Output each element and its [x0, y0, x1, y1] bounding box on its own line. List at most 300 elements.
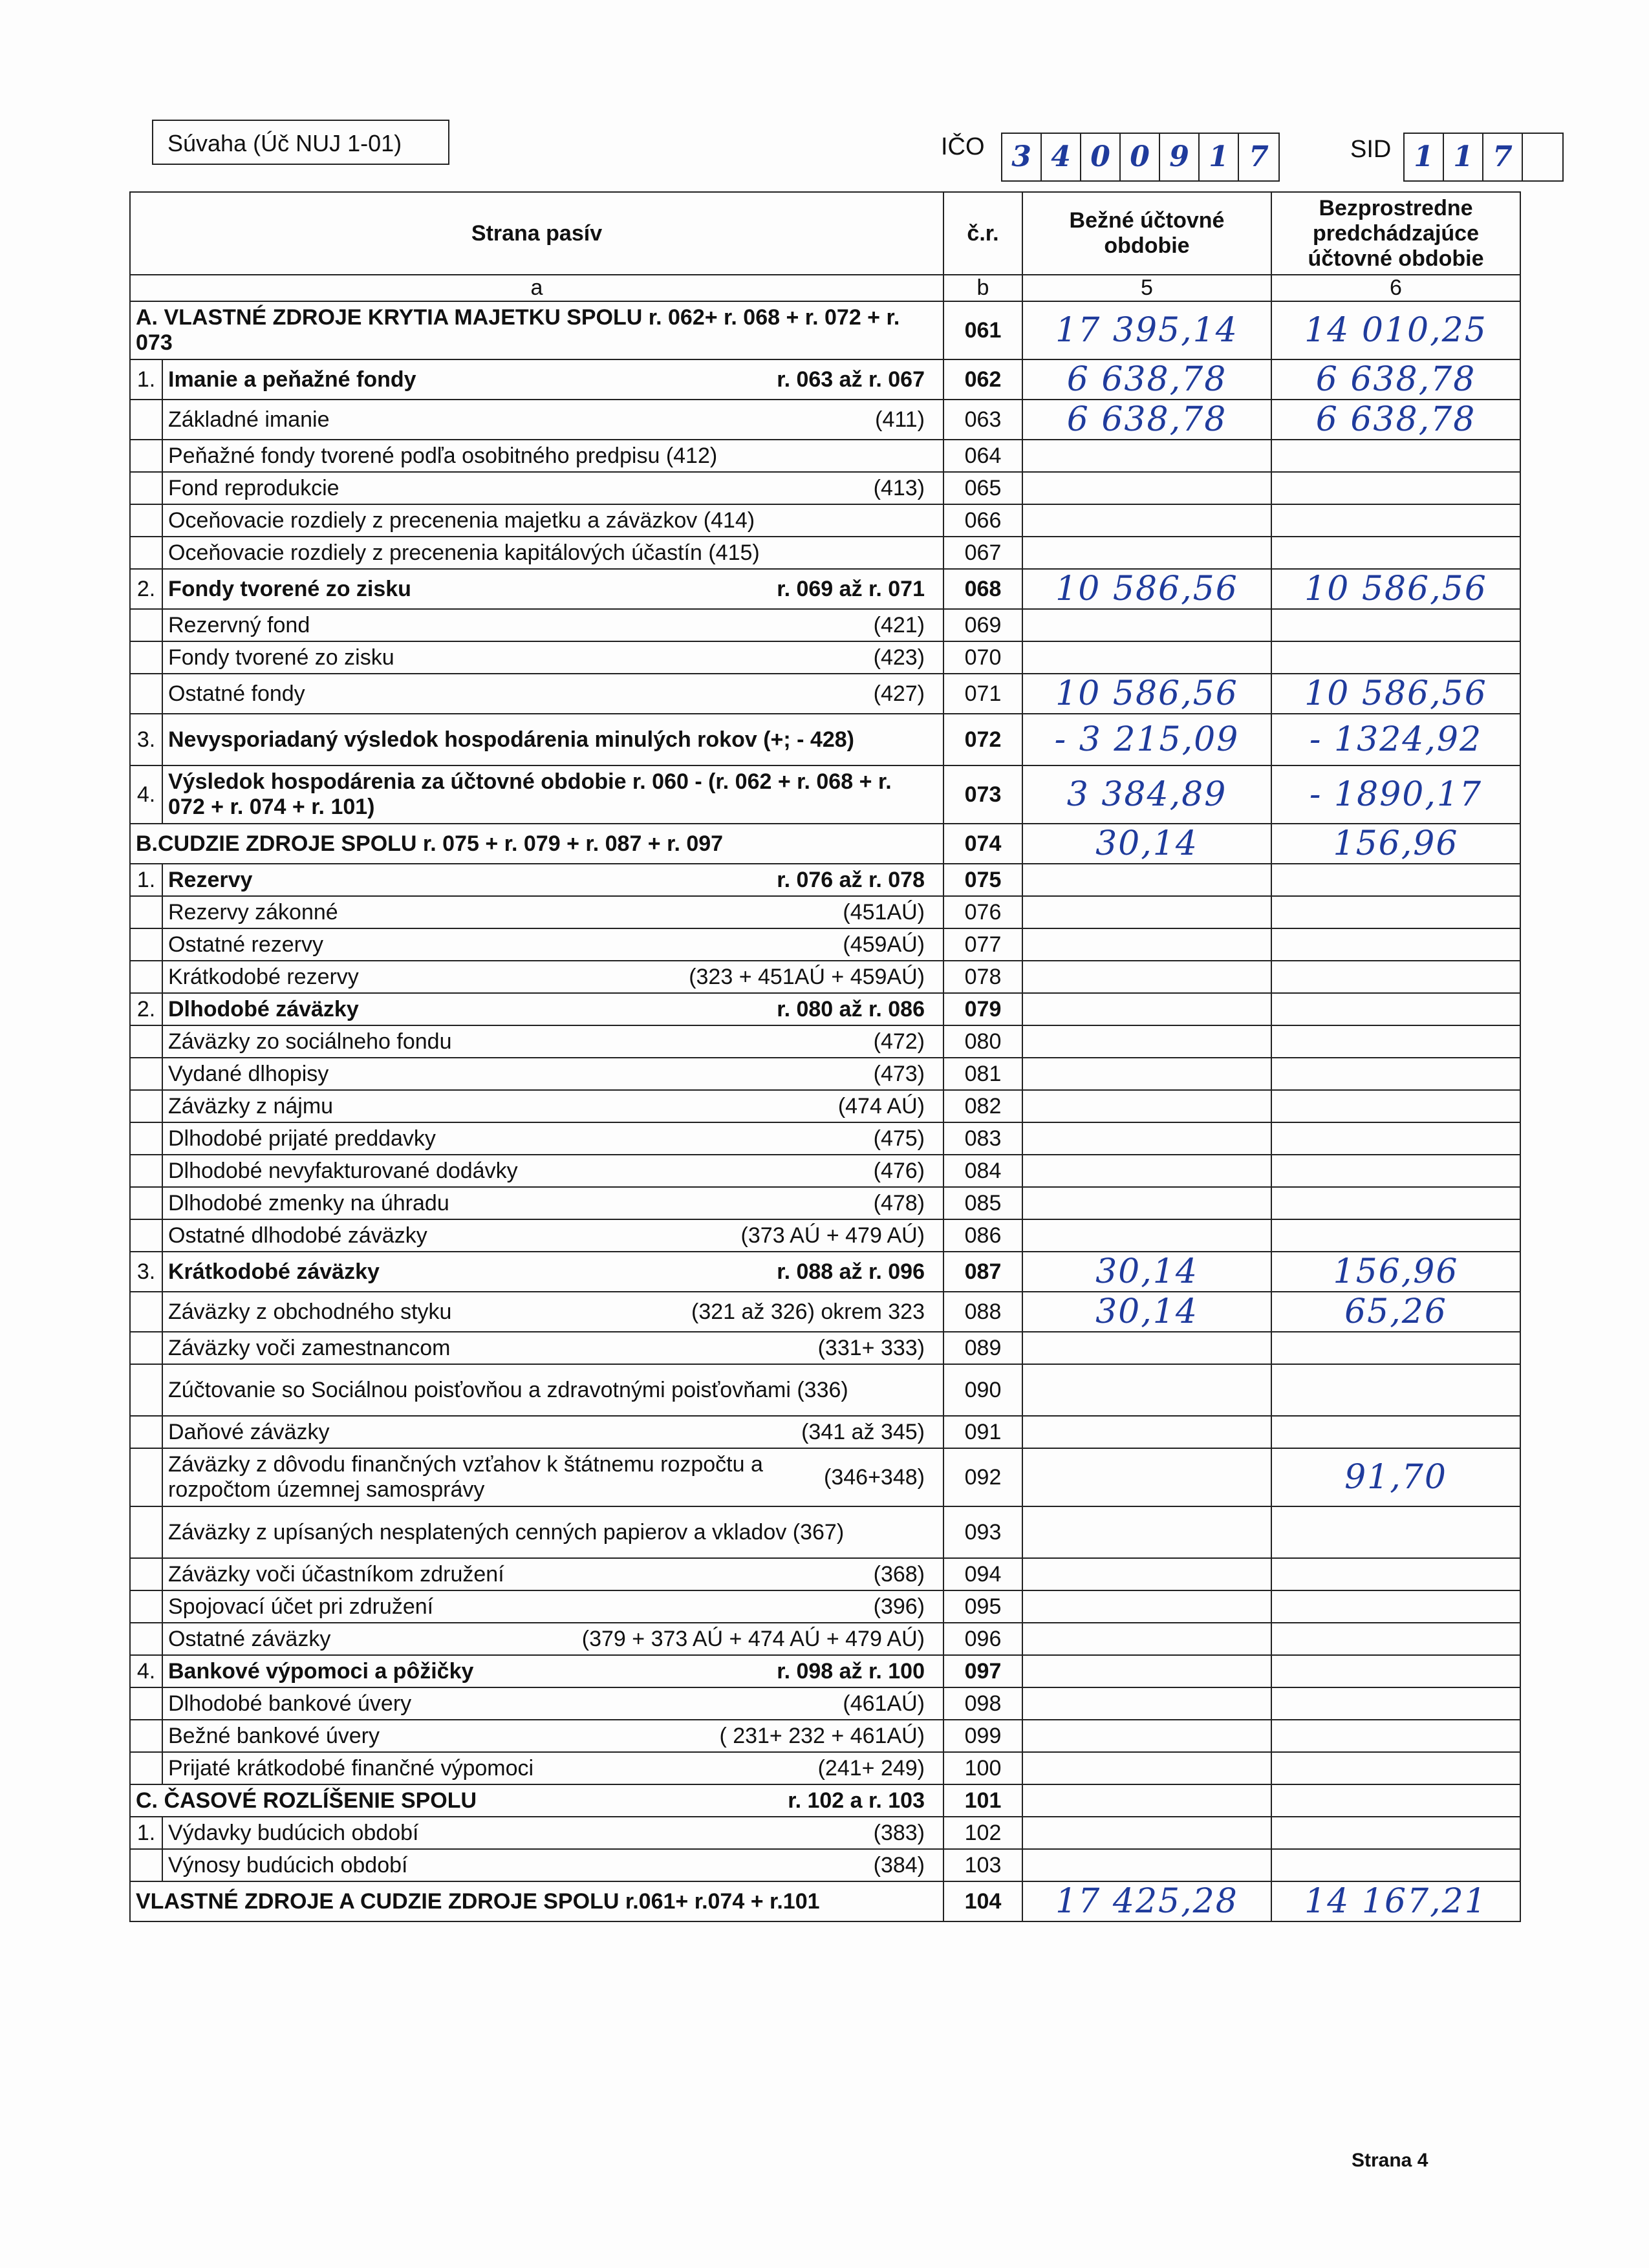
- current-period-value: [1022, 1090, 1271, 1122]
- row-label-cell: [162, 993, 943, 1025]
- row-code: 090: [943, 1364, 1022, 1416]
- previous-period-value: [1271, 1784, 1520, 1817]
- column-index-6: 6: [1271, 275, 1520, 301]
- row-label: A. VLASTNÉ ZDROJE KRYTIA MAJETKU SPOLU r. 062+ r. 068 + r. 072 + r. 073: [136, 305, 900, 355]
- current-period-value: 3 384,89: [1022, 765, 1271, 824]
- row-code: 103: [943, 1849, 1022, 1881]
- sid-label: SID: [1350, 136, 1392, 163]
- current-period-value: [1022, 993, 1271, 1025]
- row-number: [130, 537, 162, 569]
- previous-period-value: 65,26: [1271, 1292, 1520, 1332]
- row-label-cell: [130, 301, 943, 359]
- row-label-cell: [162, 1187, 943, 1219]
- row-code: 077: [943, 928, 1022, 961]
- table-row: [130, 1090, 1520, 1122]
- row-label-cell: [162, 1752, 943, 1784]
- row-number: [130, 1090, 162, 1122]
- previous-period-value: [1271, 928, 1520, 961]
- current-period-value: [1022, 472, 1271, 504]
- row-label: Výsledok hospodárenia za účtovné obdobie r. 060 - (r. 062 + r. 068 + r. 072 + r. 074 + r. 101): [168, 769, 892, 819]
- sid-digit: 1: [1405, 134, 1444, 180]
- row-code: 097: [943, 1655, 1022, 1687]
- previous-period-value: [1271, 472, 1520, 504]
- row-label-cell: [162, 569, 943, 609]
- current-period-value: [1022, 1448, 1271, 1506]
- row-label: Bankové výpomoci a pôžičky: [168, 1658, 474, 1684]
- row-number: [130, 928, 162, 961]
- current-period-value: - 3 215,09: [1022, 714, 1271, 765]
- page-number: Strana 4: [1352, 2150, 1428, 2171]
- row-label-cell: [162, 928, 943, 961]
- row-account-ref: (341 až 345): [801, 1419, 925, 1444]
- table-row: [130, 440, 1520, 472]
- previous-period-value: [1271, 1558, 1520, 1590]
- row-label-cell: [162, 440, 943, 472]
- table-row: [130, 1416, 1520, 1448]
- current-period-value: 6 638,78: [1022, 400, 1271, 440]
- current-period-value: [1022, 1687, 1271, 1720]
- row-label-cell: [162, 1416, 943, 1448]
- row-account-ref: (459AÚ): [843, 932, 925, 957]
- previous-period-value: [1271, 1849, 1520, 1881]
- current-period-value: [1022, 1058, 1271, 1090]
- row-number: [130, 1558, 162, 1590]
- row-account-ref: r. 069 až r. 071: [777, 576, 925, 601]
- previous-period-value: [1271, 1187, 1520, 1219]
- row-account-ref: (346+348): [824, 1464, 925, 1490]
- table-row: [130, 1187, 1520, 1219]
- row-number: [130, 1506, 162, 1558]
- row-code: 070: [943, 641, 1022, 674]
- row-code: 072: [943, 714, 1022, 765]
- row-account-ref: (331+ 333): [817, 1335, 925, 1360]
- row-code: 087: [943, 1252, 1022, 1292]
- previous-period-value: [1271, 1025, 1520, 1058]
- row-account-ref: (241+ 249): [817, 1755, 925, 1781]
- column-header-cr: č.r.: [943, 192, 1022, 275]
- row-code: 067: [943, 537, 1022, 569]
- sid-digit-boxes: [1403, 133, 1564, 182]
- ico-digit: 0: [1121, 134, 1160, 180]
- previous-period-value: [1271, 1058, 1520, 1090]
- previous-period-value: 14 167,21: [1271, 1881, 1520, 1921]
- ico-label: IČO: [941, 133, 985, 160]
- row-account-ref: (475): [873, 1126, 925, 1151]
- table-row: [130, 400, 1520, 440]
- row-label: Záväzky z upísaných nesplatených cenných papierov a vkladov (367): [168, 1519, 845, 1545]
- form-code-box: Súvaha (Úč NUJ 1-01): [152, 120, 449, 165]
- previous-period-value: [1271, 1219, 1520, 1252]
- row-number: [130, 1448, 162, 1506]
- row-label-cell: [162, 1720, 943, 1752]
- table-row: [130, 1720, 1520, 1752]
- row-number: [130, 1849, 162, 1881]
- row-label-cell: [162, 472, 943, 504]
- row-code: 081: [943, 1058, 1022, 1090]
- row-number: [130, 1155, 162, 1187]
- row-number: 1.: [130, 359, 162, 400]
- table-row: [130, 301, 1520, 359]
- row-label: Fond reprodukcie: [168, 475, 339, 500]
- row-label-cell: [162, 1558, 943, 1590]
- row-code: 082: [943, 1090, 1022, 1122]
- row-label-cell: [162, 1252, 943, 1292]
- row-code: 064: [943, 440, 1022, 472]
- column-index-b: b: [943, 275, 1022, 301]
- row-label: Záväzky z dôvodu finančných vzťahov k štátnemu rozpočtu a rozpočtom územnej samosprávy: [168, 1452, 763, 1502]
- row-account-ref: r. 102 a r. 103: [788, 1788, 925, 1813]
- current-period-value: [1022, 1752, 1271, 1784]
- table-row: [130, 1364, 1520, 1416]
- previous-period-value: [1271, 504, 1520, 537]
- current-period-value: 30,14: [1022, 824, 1271, 864]
- ico-digit: 1: [1200, 134, 1239, 180]
- row-account-ref: (476): [873, 1158, 925, 1183]
- row-account-ref: (321 až 326) okrem 323: [691, 1299, 925, 1324]
- row-label-cell: [130, 1784, 943, 1817]
- table-row: [130, 472, 1520, 504]
- row-label-cell: [162, 896, 943, 928]
- row-code: 074: [943, 824, 1022, 864]
- ico-digit: 7: [1249, 140, 1269, 173]
- row-number: [130, 609, 162, 641]
- row-label: Zúčtovanie so Sociálnou poisťovňou a zdravotnými poisťovňami (336): [168, 1377, 848, 1402]
- table-row: [130, 1817, 1520, 1849]
- column-header-title: Strana pasív: [130, 192, 943, 275]
- row-code: 092: [943, 1448, 1022, 1506]
- row-label-cell: [162, 641, 943, 674]
- row-number: [130, 1364, 162, 1416]
- row-label-cell: [162, 1817, 943, 1849]
- row-label: Rezervy zákonné: [168, 899, 338, 925]
- row-code: 086: [943, 1219, 1022, 1252]
- column-header-previous: Bezprostredne predchádzajúce účtovné obdobie: [1271, 192, 1520, 275]
- table-row: [130, 359, 1520, 400]
- row-number: [130, 1590, 162, 1623]
- row-label: Fondy tvorené zo zisku: [168, 576, 411, 601]
- row-number: 2.: [130, 993, 162, 1025]
- row-label: VLASTNÉ ZDROJE A CUDZIE ZDROJE SPOLU r.061+ r.074 + r.101: [136, 1888, 820, 1914]
- current-period-value: [1022, 1655, 1271, 1687]
- row-account-ref: (472): [873, 1029, 925, 1054]
- current-period-value: [1022, 1219, 1271, 1252]
- row-account-ref: (379 + 373 AÚ + 474 AÚ + 479 AÚ): [581, 1626, 925, 1651]
- row-label-cell: [130, 824, 943, 864]
- row-label: Záväzky voči zamestnancom: [168, 1335, 451, 1360]
- table-row: [130, 1655, 1520, 1687]
- current-period-value: 17 395,14: [1022, 301, 1271, 359]
- row-code: 068: [943, 569, 1022, 609]
- row-code: 098: [943, 1687, 1022, 1720]
- row-number: [130, 1058, 162, 1090]
- table-row: [130, 864, 1520, 896]
- current-period-value: [1022, 896, 1271, 928]
- current-period-value: 17 425,28: [1022, 1881, 1271, 1921]
- table-row: [130, 1252, 1520, 1292]
- previous-period-value: [1271, 1364, 1520, 1416]
- row-label: Spojovací účet pri združení: [168, 1594, 434, 1619]
- current-period-value: [1022, 1155, 1271, 1187]
- balance-sheet-liabilities-table: [129, 191, 1521, 1922]
- table-row: [130, 993, 1520, 1025]
- column-header-current: Bežné účtovné obdobie: [1022, 192, 1271, 275]
- row-code: 083: [943, 1122, 1022, 1155]
- row-code: 062: [943, 359, 1022, 400]
- row-account-ref: (478): [873, 1190, 925, 1215]
- row-number: [130, 1623, 162, 1655]
- row-label-cell: [162, 765, 943, 824]
- row-number: [130, 1687, 162, 1720]
- row-code: 080: [943, 1025, 1022, 1058]
- current-period-value: [1022, 504, 1271, 537]
- ico-digit: 9: [1160, 134, 1200, 180]
- row-code: 084: [943, 1155, 1022, 1187]
- row-number: 1.: [130, 1817, 162, 1849]
- row-account-ref: (473): [873, 1061, 925, 1086]
- row-label-cell: [162, 961, 943, 993]
- previous-period-value: 10 586,56: [1271, 569, 1520, 609]
- row-number: [130, 674, 162, 714]
- row-label-cell: [162, 1090, 943, 1122]
- row-label-cell: [162, 1687, 943, 1720]
- table-row: [130, 1623, 1520, 1655]
- row-label-cell: [162, 1623, 943, 1655]
- table-row: [130, 1292, 1520, 1332]
- previous-period-value: [1271, 609, 1520, 641]
- row-account-ref: (427): [873, 681, 925, 706]
- previous-period-value: [1271, 1332, 1520, 1364]
- previous-period-value: [1271, 1155, 1520, 1187]
- row-number: [130, 1025, 162, 1058]
- table-body: [130, 301, 1520, 1921]
- row-account-ref: (396): [873, 1594, 925, 1619]
- previous-period-value: [1271, 1090, 1520, 1122]
- current-period-value: 6 638,78: [1022, 359, 1271, 400]
- previous-period-value: 6 638,78: [1271, 400, 1520, 440]
- row-label: Výnosy budúcich období: [168, 1852, 408, 1878]
- previous-period-value: 6 638,78: [1271, 359, 1520, 400]
- row-label: B.CUDZIE ZDROJE SPOLU r. 075 + r. 079 + r. 087 + r. 097: [136, 831, 724, 856]
- row-code: 078: [943, 961, 1022, 993]
- row-label: Rezervy: [168, 867, 253, 892]
- row-number: 2.: [130, 569, 162, 609]
- row-label-cell: [162, 1590, 943, 1623]
- row-label: Záväzky z nájmu: [168, 1093, 334, 1118]
- row-number: [130, 1292, 162, 1332]
- row-code: 101: [943, 1784, 1022, 1817]
- row-label: Dlhodobé zmenky na úhradu: [168, 1190, 449, 1215]
- row-number: [130, 440, 162, 472]
- row-label-cell: [162, 1155, 943, 1187]
- table-row: [130, 674, 1520, 714]
- row-account-ref: (413): [873, 475, 925, 500]
- row-label-cell: [162, 1025, 943, 1058]
- row-label: Daňové záväzky: [168, 1419, 330, 1444]
- row-label-cell: [162, 1849, 943, 1881]
- column-index-5: 5: [1022, 275, 1271, 301]
- row-account-ref: (384): [873, 1852, 925, 1878]
- current-period-value: 30,14: [1022, 1292, 1271, 1332]
- previous-period-value: [1271, 1720, 1520, 1752]
- row-label: Výdavky budúcich období: [168, 1820, 419, 1845]
- table-row: [130, 928, 1520, 961]
- table-row: [130, 641, 1520, 674]
- row-label: Záväzky z obchodného styku: [168, 1299, 452, 1324]
- row-account-ref: r. 098 až r. 100: [777, 1658, 925, 1684]
- table-row: [130, 504, 1520, 537]
- ico-digit: 0: [1081, 134, 1121, 180]
- row-number: [130, 641, 162, 674]
- row-number: 3.: [130, 1252, 162, 1292]
- previous-period-value: [1271, 1122, 1520, 1155]
- row-label: Oceňovacie rozdiely z precenenia kapitálových účastín (415): [168, 540, 760, 565]
- row-account-ref: (474 AÚ): [837, 1093, 925, 1118]
- current-period-value: [1022, 537, 1271, 569]
- current-period-value: [1022, 1025, 1271, 1058]
- row-label: Peňažné fondy tvorené podľa osobitného predpisu (412): [168, 443, 718, 468]
- current-period-value: [1022, 961, 1271, 993]
- row-code: 079: [943, 993, 1022, 1025]
- row-label: Dlhodobé záväzky: [168, 996, 359, 1022]
- previous-period-value: 91,70: [1271, 1448, 1520, 1506]
- row-code: 104: [943, 1881, 1022, 1921]
- row-account-ref: (323 + 451AÚ + 459AÚ): [689, 964, 925, 989]
- previous-period-value: [1271, 1623, 1520, 1655]
- current-period-value: [1022, 440, 1271, 472]
- table-row: [130, 961, 1520, 993]
- current-period-value: [1022, 1506, 1271, 1558]
- row-number: 1.: [130, 864, 162, 896]
- row-number: [130, 1752, 162, 1784]
- row-label-cell: [162, 1506, 943, 1558]
- previous-period-value: [1271, 864, 1520, 896]
- row-code: 100: [943, 1752, 1022, 1784]
- current-period-value: [1022, 641, 1271, 674]
- current-period-value: [1022, 1558, 1271, 1590]
- row-account-ref: r. 063 až r. 067: [777, 367, 925, 392]
- row-label-cell: [162, 1058, 943, 1090]
- table-row: [130, 1219, 1520, 1252]
- previous-period-value: [1271, 993, 1520, 1025]
- row-label-cell: [162, 864, 943, 896]
- row-label: Rezervný fond: [168, 612, 310, 637]
- row-account-ref: r. 076 až r. 078: [777, 867, 925, 892]
- row-label: Záväzky zo sociálneho fondu: [168, 1029, 452, 1054]
- previous-period-value: - 1890,17: [1271, 765, 1520, 824]
- row-code: 075: [943, 864, 1022, 896]
- sid-digit: 7: [1483, 134, 1523, 180]
- previous-period-value: [1271, 1817, 1520, 1849]
- row-label-cell: [162, 1448, 943, 1506]
- previous-period-value: [1271, 537, 1520, 569]
- row-code: 102: [943, 1817, 1022, 1849]
- sid-digit: 1: [1444, 134, 1483, 180]
- table-row: [130, 896, 1520, 928]
- previous-period-value: [1271, 1590, 1520, 1623]
- row-label: Fondy tvorené zo zisku: [168, 645, 394, 670]
- previous-period-value: [1271, 1655, 1520, 1687]
- previous-period-value: [1271, 1506, 1520, 1558]
- row-account-ref: (421): [873, 612, 925, 637]
- current-period-value: [1022, 1784, 1271, 1817]
- row-code: 073: [943, 765, 1022, 824]
- row-code: 069: [943, 609, 1022, 641]
- current-period-value: [1022, 1817, 1271, 1849]
- current-period-value: 10 586,56: [1022, 674, 1271, 714]
- row-label-cell: [162, 1122, 943, 1155]
- row-label: Dlhodobé bankové úvery: [168, 1691, 412, 1716]
- table-row: [130, 1590, 1520, 1623]
- row-label-cell: [162, 609, 943, 641]
- row-number: [130, 1332, 162, 1364]
- row-code: 061: [943, 301, 1022, 359]
- current-period-value: [1022, 1849, 1271, 1881]
- current-period-value: 10 586,56: [1022, 569, 1271, 609]
- row-code: 085: [943, 1187, 1022, 1219]
- previous-period-value: - 1324,92: [1271, 714, 1520, 765]
- previous-period-value: [1271, 1416, 1520, 1448]
- row-label: C. ČASOVÉ ROZLÍŠENIE SPOLU: [136, 1788, 477, 1813]
- table-row: [130, 714, 1520, 765]
- current-period-value: [1022, 1332, 1271, 1364]
- row-label: Oceňovacie rozdiely z precenenia majetku a záväzkov (414): [168, 508, 755, 533]
- table-row: [130, 1448, 1520, 1506]
- row-number: [130, 961, 162, 993]
- current-period-value: [1022, 609, 1271, 641]
- row-label: Dlhodobé prijaté preddavky: [168, 1126, 436, 1151]
- row-label: Ostatné fondy: [168, 681, 305, 706]
- row-label: Ostatné dlhodobé záväzky: [168, 1223, 427, 1248]
- previous-period-value: 14 010,25: [1271, 301, 1520, 359]
- current-period-value: [1022, 928, 1271, 961]
- row-code: 076: [943, 896, 1022, 928]
- row-label: Krátkodobé záväzky: [168, 1259, 380, 1284]
- current-period-value: [1022, 1590, 1271, 1623]
- table-row: [130, 1752, 1520, 1784]
- row-number: [130, 472, 162, 504]
- previous-period-value: 156,96: [1271, 824, 1520, 864]
- sid-digit: [1523, 134, 1562, 180]
- table-row: [130, 1687, 1520, 1720]
- table-row: [130, 1506, 1520, 1558]
- ico-digit: 4: [1042, 134, 1081, 180]
- row-label: Vydané dlhopisy: [168, 1061, 329, 1086]
- row-label: Základné imanie: [168, 407, 330, 432]
- row-number: 4.: [130, 1655, 162, 1687]
- row-account-ref: (373 AÚ + 479 AÚ): [740, 1223, 925, 1248]
- row-account-ref: r. 080 až r. 086: [777, 996, 925, 1022]
- current-period-value: [1022, 1187, 1271, 1219]
- row-account-ref: (411): [875, 407, 925, 432]
- row-number: [130, 1219, 162, 1252]
- row-label: Ostatné záväzky: [168, 1626, 331, 1651]
- current-period-value: [1022, 1364, 1271, 1416]
- row-number: [130, 1122, 162, 1155]
- current-period-value: [1022, 1720, 1271, 1752]
- row-label-cell: [162, 674, 943, 714]
- row-label-cell: [130, 1881, 943, 1921]
- row-account-ref: ( 231+ 232 + 461AÚ): [719, 1723, 925, 1748]
- row-number: 3.: [130, 714, 162, 765]
- row-account-ref: r. 088 až r. 096: [777, 1259, 925, 1284]
- row-label: Nevysporiadaný výsledok hospodárenia minulých rokov (+; - 428): [168, 727, 854, 752]
- table-row: [130, 824, 1520, 864]
- previous-period-value: [1271, 641, 1520, 674]
- column-index-a: a: [130, 275, 943, 301]
- row-label-cell: [162, 1655, 943, 1687]
- previous-period-value: [1271, 896, 1520, 928]
- current-period-value: [1022, 1416, 1271, 1448]
